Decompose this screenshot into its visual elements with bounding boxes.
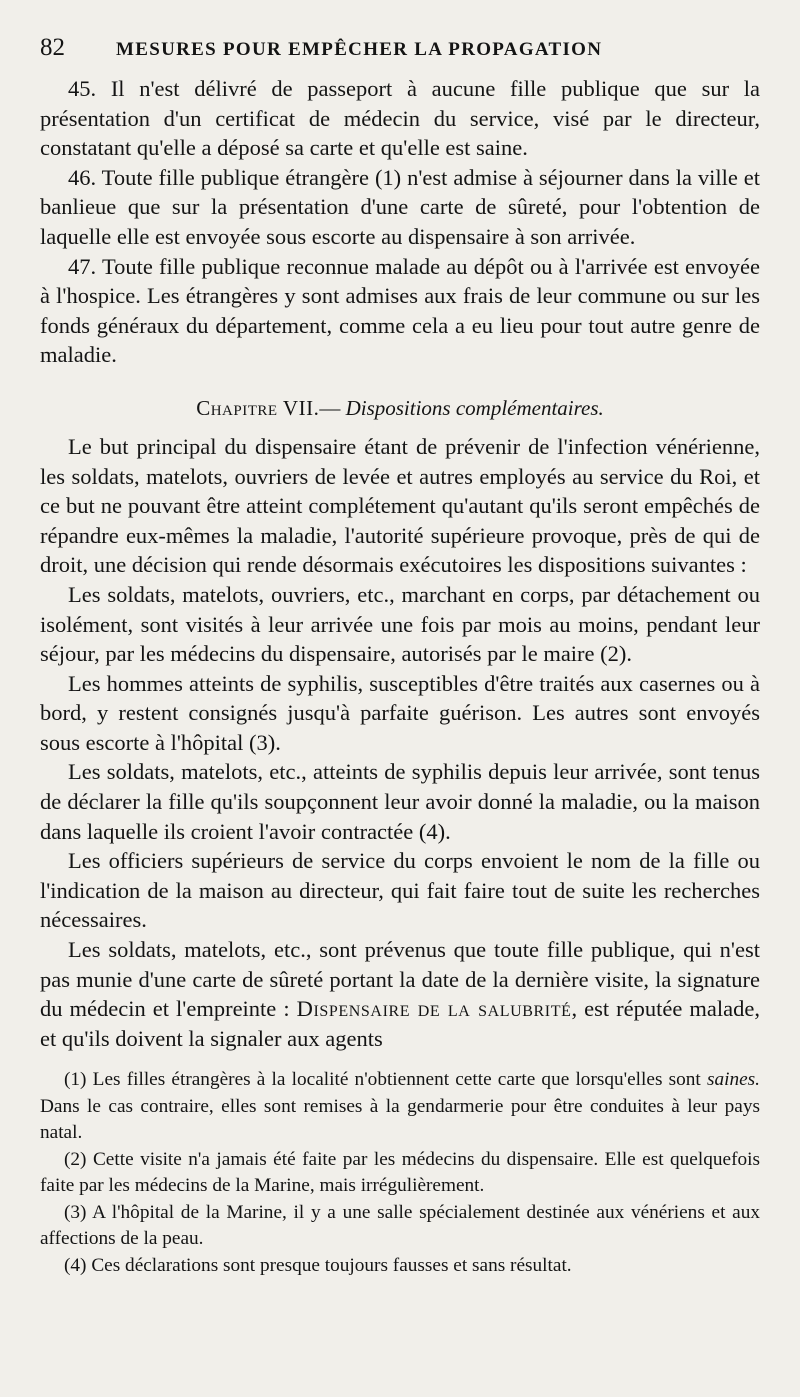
chapter-title: Dispositions complémentaires. [345,395,604,420]
paragraph: Le but principal du dispensaire étant de prévenir de l'infection vénérienne, les soldats, matelots, ouvriers de levée et autres employés au service du Roi, et ce but ne pouvant être atteint complétement qu'autant qu'ils seront empêchés de répandre eux-mêmes la maladie, l'autorité supérieure provoque, près de qui de droit, une décision qui rende désormais exécutoires les dispositions suivantes : [40,433,760,578]
footnote-1 [40,1067,760,1147]
chapter-separator: — [319,395,341,420]
footnote-text: Dans le cas contraire, elles sont remises à la gendarmerie pour être conduites à leur pays natal. [40,1095,760,1144]
footnotes [40,1067,760,1279]
paragraph-text: Les soldats, matelots, etc., atteints de syphilis depuis leur arrivée, sont tenus de déclarer la fille qu'ils soupçonnent leur avoir donné la maladie, ou la maison dans laquelle ils croient l'avoir contractée [40,759,760,844]
footnote-text: A l'hôpital de la Marine, il y a une salle spécialement destinée aux vénériens et aux affections de la peau. [40,1201,760,1250]
paragraph [40,580,760,669]
article-text: Toute fille publique étrangère [101,164,369,190]
paragraph [40,669,760,758]
footnote-3 [40,1200,760,1253]
running-head [40,34,760,74]
footnote-marker: (1) [64,1069,87,1091]
body-text [40,74,760,1053]
paragraph [40,757,760,846]
footnote-text: Les filles étrangères à la localité n'obtiennent cette carte que lorsqu'elles sont [92,1069,701,1091]
article-text: n'est admise à séjourner dans la ville et banlieue que sur la présentation d'une carte de sûreté, pour l'obtention de laquelle elle est envoyée sous escorte au dispensaire à son arrivée. [40,164,761,249]
article-number: 45. [68,76,97,101]
paragraph-text: Les soldats, matelots, ouvriers, etc., marchant en corps, par détachement ou isolément, sont visités à leur arrivée une fois par mois au moins, pendant leur séjour, par les médecins du dispensaire, autorisés par le maire [40,581,760,667]
footnote-marker: (3) [64,1201,87,1223]
paragraph-text: Les soldats, matelots, etc., sont prévenus que toute fille publique, qui n'est pas munie d'une carte de sûreté portant la date de la dernière visite, la signature du médecin et l'empreinte : [40,937,760,1022]
paragraph-text: , est réputée malade, et qu'ils doivent la signaler aux agents [40,996,760,1051]
note-ref: (4). [418,818,451,844]
footnote-emphasis: saines. [706,1069,760,1091]
article-number: 47. [68,253,97,279]
page-number: 82 [40,34,65,61]
chapter-label: Chapitre VII. [196,395,320,420]
article-47 [40,252,760,370]
chapter-heading [40,394,760,422]
footnote-2 [40,1147,760,1200]
running-title: MESURES POUR EMPÊCHER LA PROPAGATION [116,39,603,60]
stamp-text: Dispensaire de la salubrité [296,996,572,1022]
article-46 [40,163,760,252]
article-text: Toute fille publique reconnue malade au dépôt ou à l'arrivée est envoyée à l'hospice. Les étrangères y sont admises aux frais de leur commune ou sur les fonds généraux du département, comme cela a eu lieu pour tout autre genre de maladie. [40,253,760,368]
note-ref: (1) [374,164,402,190]
paragraph-text: Les hommes atteints de syphilis, susceptibles d'être traités aux casernes ou à bord, y restent consignés jusqu'à parfaite guérison. Les autres sont envoyés sous escorte à l'hôpital [40,670,760,755]
article-45 [40,74,760,163]
footnote-marker: (4) [64,1254,87,1276]
footnote-marker: (2) [64,1148,87,1170]
article-text: Il n'est délivré de passeport à aucune fille publique que sur la présentation d'un certificat de médecin du service, visé par le directeur, constatant qu'elle a déposé sa carte et qu'elle est saine. [40,76,760,161]
paragraph: Les officiers supérieurs de service du corps envoient le nom de la fille ou l'indication de la maison au directeur, qui fait faire tout de suite les recherches nécessaires. [40,848,760,933]
note-ref: (3). [249,729,281,755]
footnote-text: Ces déclarations sont presque toujours fausses et sans résultat. [91,1254,572,1276]
footnote-text: Cette visite n'a jamais été faite par les médecins du dispensaire. Elle est quelquefois faite par les médecins de la Marine, mais irrégulièrement. [40,1148,760,1197]
article-number: 46. [68,164,97,190]
note-ref: (2). [600,641,633,667]
paragraph [40,935,760,1053]
footnote-4 [40,1253,760,1280]
